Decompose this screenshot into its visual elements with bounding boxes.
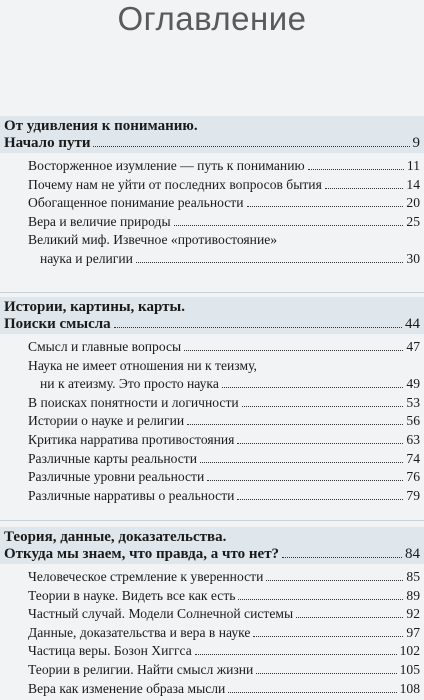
toc-part (0, 297, 424, 505)
dot-leader (242, 406, 404, 407)
entry-page-number: 97 (406, 624, 420, 640)
entry-title: Человеческое стремление к уверенности (28, 569, 264, 584)
chapter-entry[interactable] (4, 316, 424, 333)
dot-leader (325, 188, 404, 189)
entry-page-number: 53 (406, 394, 420, 410)
entry-title: Теории в религии. Найти смысл жизни (28, 661, 254, 677)
entry-title: Вера как изменение образа мысли (28, 680, 226, 696)
dot-leader (200, 462, 403, 463)
toc-entry[interactable] (0, 412, 424, 431)
entry-title: Почему нам не уйти от последних вопросов бытия (28, 176, 322, 192)
toc-entry[interactable] (0, 450, 424, 469)
toc-part (0, 116, 424, 269)
entry-page-number: 74 (406, 450, 420, 466)
dot-leader (93, 146, 409, 147)
chapter-entry[interactable] (4, 135, 424, 152)
toc-entry[interactable] (0, 605, 424, 624)
chapter-title: Поиски смысла (4, 316, 111, 332)
entry-page-number: 11 (406, 158, 420, 173)
section-title: От удивления к пониманию. (4, 118, 198, 134)
chapter-page-number: 9 (412, 135, 420, 151)
entry-page-number: 30 (406, 250, 420, 266)
entry-title: Различные уровни реальности (28, 469, 205, 485)
entry-page-number: 25 (406, 213, 420, 229)
entry-title: Частица веры. Бозон Хиггса (28, 643, 192, 659)
toc-entry[interactable] (0, 157, 424, 176)
entry-title-continuation (28, 250, 420, 269)
entry-page-number: 20 (406, 195, 420, 211)
toc-entry[interactable] (0, 568, 424, 587)
toc-entry[interactable] (0, 194, 424, 213)
toc-entry[interactable] (0, 487, 424, 506)
entry-title: В поисках понятности и логичности (28, 394, 239, 410)
dot-leader (114, 327, 402, 328)
entry-page-number: 79 (406, 487, 420, 503)
toc-entry[interactable] (0, 431, 424, 450)
entry-page-number: 47 (406, 339, 420, 354)
entry-title: Различные карты реальности (28, 450, 198, 466)
dot-leader (237, 443, 403, 444)
subsection-list (0, 334, 424, 505)
section-divider (0, 520, 424, 521)
chapter-title: Начало пути (4, 135, 91, 151)
entry-title: Восторженное изумление — путь к пониманию (28, 158, 305, 173)
entry-page-number: 102 (399, 643, 420, 659)
dot-leader (253, 636, 403, 637)
chapter-page-number: 84 (405, 546, 420, 562)
dot-leader (136, 262, 403, 263)
toc-entry[interactable] (0, 680, 424, 699)
subsection-list (0, 153, 424, 269)
entry-title: Критика нарратива противостояния (28, 431, 235, 447)
dot-leader (228, 692, 396, 693)
entry-title-line: Великий миф. Извечное «противостояние» (28, 232, 278, 248)
entry-page-number: 108 (399, 680, 420, 696)
chapter-title: Откуда мы знаем, что правда, а что нет? (4, 546, 280, 562)
dot-leader (184, 350, 403, 351)
dot-leader (308, 169, 404, 170)
entry-title: Теории в науке. Видеть все как есть (28, 587, 236, 603)
toc-entry[interactable] (0, 587, 424, 606)
subsection-list (0, 564, 424, 698)
entry-title: Частный случай. Модели Солнечной системы (28, 606, 294, 622)
toc-entry[interactable] (0, 357, 424, 394)
entry-page-number: 63 (406, 431, 420, 447)
toc-entry[interactable] (0, 394, 424, 413)
section-title: Истории, картины, карты. (4, 299, 185, 315)
entry-title-line: ни к атеизму. Это просто наука (40, 376, 219, 392)
entry-page-number: 76 (406, 469, 420, 485)
dot-leader (222, 387, 404, 388)
entry-title: Обогащенное понимание реальности (28, 195, 244, 211)
toc-entry[interactable] (0, 661, 424, 680)
dot-leader (296, 617, 403, 618)
entry-title: Различные нарративы о реальности (28, 487, 235, 503)
entry-title-line: наука и религии (40, 250, 133, 266)
toc-entry[interactable] (0, 213, 424, 232)
entry-title-continuation (28, 375, 420, 394)
section-header (0, 527, 424, 564)
entry-title: Данные, доказательства и вера в науке (28, 624, 251, 640)
dot-leader (195, 654, 397, 655)
section-title: Теория, данные, доказательства. (4, 529, 227, 545)
entry-page-number: 56 (406, 413, 420, 429)
section-divider (0, 292, 424, 293)
entry-title-line: Наука не имеет отношения ни к теизму, (28, 357, 257, 373)
dot-leader (187, 424, 403, 425)
toc-entry[interactable] (0, 624, 424, 643)
entry-title: Истории о науке и религии (28, 413, 185, 429)
toc-part (0, 527, 424, 698)
toc-entry[interactable] (0, 176, 424, 195)
dot-leader (174, 225, 404, 226)
dot-leader (256, 673, 396, 674)
entry-page-number: 85 (406, 569, 420, 584)
entry-page-number: 92 (406, 606, 420, 622)
dot-leader (238, 599, 403, 600)
section-header (0, 116, 424, 153)
dot-leader (282, 557, 402, 558)
dot-leader (237, 499, 403, 500)
toc-entry[interactable] (0, 231, 424, 268)
entry-page-number: 105 (399, 661, 420, 677)
dot-leader (247, 206, 404, 207)
chapter-entry[interactable] (4, 546, 424, 563)
chapter-page-number: 44 (405, 316, 420, 332)
dot-leader (266, 580, 403, 581)
page-title: Оглавление (117, 0, 307, 37)
section-header (0, 297, 424, 334)
entry-page-number: 89 (406, 587, 420, 603)
toc-entry[interactable] (0, 642, 424, 661)
toc-entry[interactable] (0, 468, 424, 487)
entry-page-number: 14 (406, 176, 420, 192)
toc-entry[interactable] (0, 338, 424, 357)
entry-title: Вера и величие природы (28, 213, 171, 229)
dot-leader (207, 480, 403, 481)
entry-page-number: 49 (406, 376, 420, 392)
entry-title: Смысл и главные вопросы (28, 339, 182, 354)
